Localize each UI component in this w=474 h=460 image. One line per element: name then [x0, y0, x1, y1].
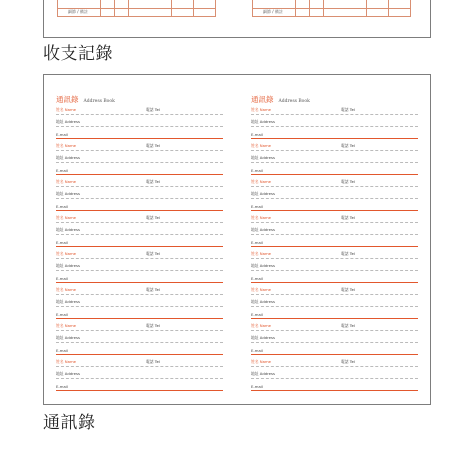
address-line[interactable]	[251, 190, 418, 199]
tel-label: 電話 Tel	[341, 323, 355, 328]
name-line[interactable]	[251, 250, 418, 259]
email-label: E-mail	[56, 204, 68, 209]
address-line[interactable]	[56, 226, 223, 235]
name-line[interactable]	[56, 358, 223, 367]
address-label: 地址 Address	[56, 191, 80, 196]
email-label: E-mail	[56, 312, 68, 317]
tel-label: 電話 Tel	[341, 215, 355, 220]
email-label: E-mail	[251, 276, 263, 281]
name-label: 姓名 Name	[56, 287, 77, 292]
name-label: 姓名 Name	[251, 323, 272, 328]
email-label: E-mail	[251, 168, 263, 173]
address-line[interactable]	[251, 370, 418, 379]
address-label: 地址 Address	[56, 371, 80, 376]
address-label: 地址 Address	[251, 155, 275, 160]
page-title: 通訊錄	[56, 95, 79, 104]
page-subtitle: Address Book	[83, 99, 115, 104]
address-line[interactable]	[56, 262, 223, 271]
email-line[interactable]	[56, 130, 223, 139]
address-entry	[56, 322, 223, 357]
tel-label: 電話 Tel	[146, 215, 160, 220]
address-line[interactable]	[251, 334, 418, 343]
email-line[interactable]	[251, 346, 418, 355]
address-entry	[56, 286, 223, 321]
name-line[interactable]	[56, 106, 223, 115]
address-entry	[56, 178, 223, 213]
name-label: 姓名 Name	[56, 215, 77, 220]
email-label: E-mail	[251, 348, 263, 353]
name-line[interactable]	[56, 286, 223, 295]
email-line[interactable]	[56, 274, 223, 283]
address-entry	[251, 358, 418, 393]
name-line[interactable]	[56, 142, 223, 151]
address-entry	[251, 322, 418, 357]
name-label: 姓名 Name	[56, 143, 77, 148]
email-line[interactable]	[251, 202, 418, 211]
income-expense-preview	[43, 0, 431, 38]
name-line[interactable]	[56, 214, 223, 223]
email-line[interactable]	[251, 274, 418, 283]
email-label: E-mail	[251, 384, 263, 389]
name-line[interactable]	[251, 142, 418, 151]
email-label: E-mail	[56, 276, 68, 281]
email-line[interactable]	[251, 130, 418, 139]
email-line[interactable]	[56, 382, 223, 391]
address-line[interactable]	[251, 118, 418, 127]
address-line[interactable]	[251, 226, 418, 235]
address-label: 地址 Address	[251, 227, 275, 232]
mini-label-right: 細節 / 備註	[263, 9, 283, 14]
email-label: E-mail	[56, 132, 68, 137]
tel-label: 電話 Tel	[341, 143, 355, 148]
email-line[interactable]	[56, 310, 223, 319]
address-entry	[251, 106, 418, 141]
email-line[interactable]	[251, 166, 418, 175]
name-label: 姓名 Name	[251, 251, 272, 256]
email-line[interactable]	[56, 166, 223, 175]
address-entry	[56, 106, 223, 141]
address-line[interactable]	[56, 334, 223, 343]
name-line[interactable]	[251, 106, 418, 115]
address-label: 地址 Address	[251, 263, 275, 268]
name-label: 姓名 Name	[251, 107, 272, 112]
address-label: 地址 Address	[251, 299, 275, 304]
name-line[interactable]	[251, 322, 418, 331]
page-header	[251, 87, 310, 106]
name-label: 姓名 Name	[251, 215, 272, 220]
name-line[interactable]	[56, 322, 223, 331]
address-entry	[56, 214, 223, 249]
name-line[interactable]	[251, 178, 418, 187]
email-line[interactable]	[251, 238, 418, 247]
email-line[interactable]	[56, 346, 223, 355]
address-label: 地址 Address	[251, 191, 275, 196]
name-line[interactable]	[251, 358, 418, 367]
address-entry	[251, 286, 418, 321]
address-line[interactable]	[56, 298, 223, 307]
email-label: E-mail	[251, 132, 263, 137]
page-subtitle: Address Book	[278, 99, 310, 104]
name-line[interactable]	[251, 286, 418, 295]
tel-label: 電話 Tel	[341, 179, 355, 184]
mini-label-left: 細節 / 備註	[68, 9, 88, 14]
address-line[interactable]	[251, 298, 418, 307]
tel-label: 電話 Tel	[146, 359, 160, 364]
tel-label: 電話 Tel	[341, 107, 355, 112]
tel-label: 電話 Tel	[146, 251, 160, 256]
email-label: E-mail	[56, 168, 68, 173]
name-line[interactable]	[251, 214, 418, 223]
mini-table-left	[57, 0, 216, 17]
address-label: 地址 Address	[251, 371, 275, 376]
address-line[interactable]	[56, 370, 223, 379]
address-entry	[251, 250, 418, 285]
name-label: 姓名 Name	[56, 179, 77, 184]
address-entry	[56, 142, 223, 177]
page-title: 通訊錄	[251, 95, 274, 104]
email-label: E-mail	[251, 240, 263, 245]
name-line[interactable]	[56, 250, 223, 259]
address-entry	[251, 214, 418, 249]
email-line[interactable]	[56, 202, 223, 211]
address-line[interactable]	[56, 190, 223, 199]
email-line[interactable]	[251, 382, 418, 391]
address-book-caption: 通訊錄	[43, 413, 96, 433]
address-entry	[56, 358, 223, 393]
address-line[interactable]	[251, 262, 418, 271]
address-label: 地址 Address	[56, 263, 80, 268]
address-entry	[251, 142, 418, 177]
email-label: E-mail	[251, 204, 263, 209]
name-label: 姓名 Name	[251, 143, 272, 148]
email-label: E-mail	[251, 312, 263, 317]
address-label: 地址 Address	[56, 119, 80, 124]
email-line[interactable]	[56, 238, 223, 247]
name-label: 姓名 Name	[251, 179, 272, 184]
tel-label: 電話 Tel	[341, 359, 355, 364]
address-label: 地址 Address	[56, 335, 80, 340]
address-label: 地址 Address	[251, 119, 275, 124]
page-header	[56, 87, 115, 106]
address-line[interactable]	[251, 154, 418, 163]
email-label: E-mail	[56, 240, 68, 245]
address-label: 地址 Address	[56, 227, 80, 232]
address-label: 地址 Address	[251, 335, 275, 340]
address-label: 地址 Address	[56, 155, 80, 160]
tel-label: 電話 Tel	[341, 251, 355, 256]
name-label: 姓名 Name	[56, 251, 77, 256]
address-book-left-page	[44, 75, 238, 404]
income-expense-caption: 收支記錄	[43, 44, 113, 64]
name-label: 姓名 Name	[56, 107, 77, 112]
tel-label: 電話 Tel	[146, 323, 160, 328]
email-label: E-mail	[56, 384, 68, 389]
name-label: 姓名 Name	[56, 323, 77, 328]
name-label: 姓名 Name	[251, 287, 272, 292]
address-book-right-page	[239, 75, 433, 404]
name-label: 姓名 Name	[251, 359, 272, 364]
email-label: E-mail	[56, 348, 68, 353]
address-book-spread	[43, 74, 431, 405]
address-entry	[251, 178, 418, 213]
name-line[interactable]	[56, 178, 223, 187]
tel-label: 電話 Tel	[146, 287, 160, 292]
address-label: 地址 Address	[56, 299, 80, 304]
mini-table-right	[252, 0, 411, 17]
tel-label: 電話 Tel	[341, 287, 355, 292]
tel-label: 電話 Tel	[146, 179, 160, 184]
tel-label: 電話 Tel	[146, 143, 160, 148]
address-line[interactable]	[56, 154, 223, 163]
name-label: 姓名 Name	[56, 359, 77, 364]
email-line[interactable]	[251, 310, 418, 319]
address-line[interactable]	[56, 118, 223, 127]
address-entry	[56, 250, 223, 285]
tel-label: 電話 Tel	[146, 107, 160, 112]
